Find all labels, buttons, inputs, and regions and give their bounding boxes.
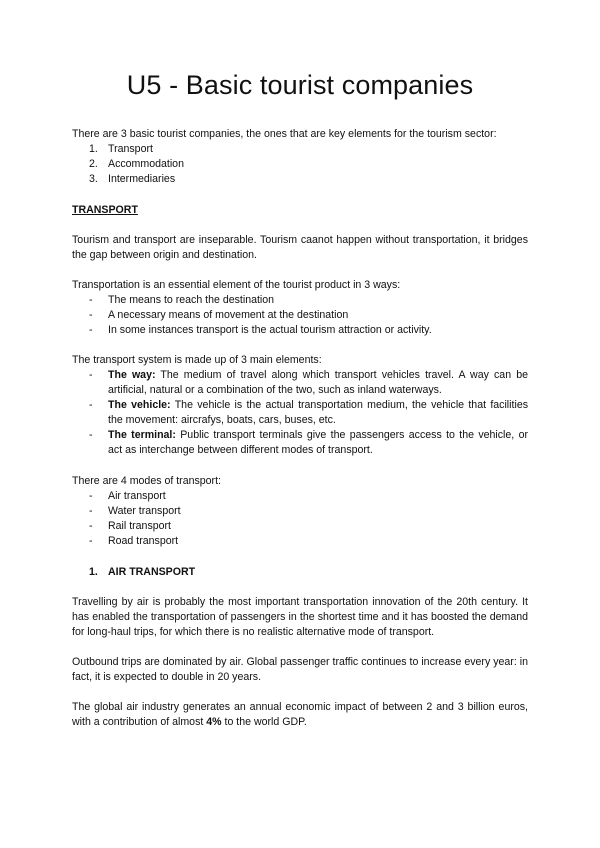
list-item: - In some instances transport is the actual tourism attraction or activity.	[89, 324, 432, 336]
transport-heading-block	[72, 203, 528, 218]
list-item: - Air transport	[89, 490, 166, 502]
air-heading-block	[72, 565, 528, 580]
list-item: - The means to reach the destination	[89, 294, 275, 306]
system-list	[72, 368, 528, 458]
air-para2-block	[72, 655, 528, 685]
intro-text: There are 3 basic tourist companies, the ones that are key elements for the tourism sector:	[72, 128, 497, 140]
list-item: 1. Transport	[89, 143, 153, 155]
list-item: - The way: The medium of travel along which transport vehicles travel. A way can be artificial, natural or a combination of the two, such as inland waterways.	[89, 369, 528, 396]
list-item: - The vehicle: The vehicle is the actual transportation medium, the vehicle that facilities the movement: aircrafys, boats, cars, buses, etc.	[89, 399, 529, 426]
product-text: Transportation is an essential element of the tourist product in 3 ways:	[72, 279, 401, 291]
companies-list	[72, 142, 528, 187]
list-item: - A necessary means of movement at the destination	[89, 309, 349, 321]
list-item: - Road transport	[89, 535, 179, 547]
product-section	[72, 278, 528, 338]
page-title: U5 - Basic tourist companies	[126, 70, 474, 100]
modes-list	[72, 489, 528, 549]
transport-para1: Tourism and transport are inseparable. Tourism caanot happen without transportation, it bridges the gap between origin and destination.	[72, 234, 528, 261]
list-item: - Rail transport	[89, 520, 171, 532]
product-list	[72, 293, 528, 338]
list-item: - Water transport	[89, 505, 181, 517]
air-para1-block	[72, 595, 528, 640]
system-section	[72, 353, 528, 458]
modes-text: There are 4 modes of transport:	[72, 475, 221, 487]
system-text: The transport system is made up of 3 main elements:	[72, 354, 322, 366]
air-para3-block	[72, 700, 528, 730]
air-para2: Outbound trips are dominated by air. Global passenger traffic continues to increase every year: in fact, it is expected to double in 20 years.	[72, 656, 528, 683]
intro-section	[72, 127, 528, 187]
list-item: 2. Accommodation	[89, 158, 184, 170]
list-item: 3. Intermediaries	[89, 173, 176, 185]
transport-para1-block	[72, 233, 528, 263]
list-item: - The terminal: Public transport terminals give the passengers access to the vehicle, or act as interchange between different modes of transport.	[89, 429, 528, 456]
transport-heading: TRANSPORT	[72, 204, 138, 216]
air-para3: The global air industry generates an annual economic impact of between 2 and 3 billion euros, with a contribution of almost 4% to the world GDP.	[72, 701, 528, 728]
modes-section	[72, 474, 528, 549]
air-para1: Travelling by air is probably the most important transportation innovation of the 20th century. It has enabled the transportation of passengers in the shortest time and it has boosted the demand for long-haul trips, for which there is no realistic alternative mode of transport.	[72, 596, 528, 638]
air-heading: 1. AIR TRANSPORT	[89, 566, 196, 578]
